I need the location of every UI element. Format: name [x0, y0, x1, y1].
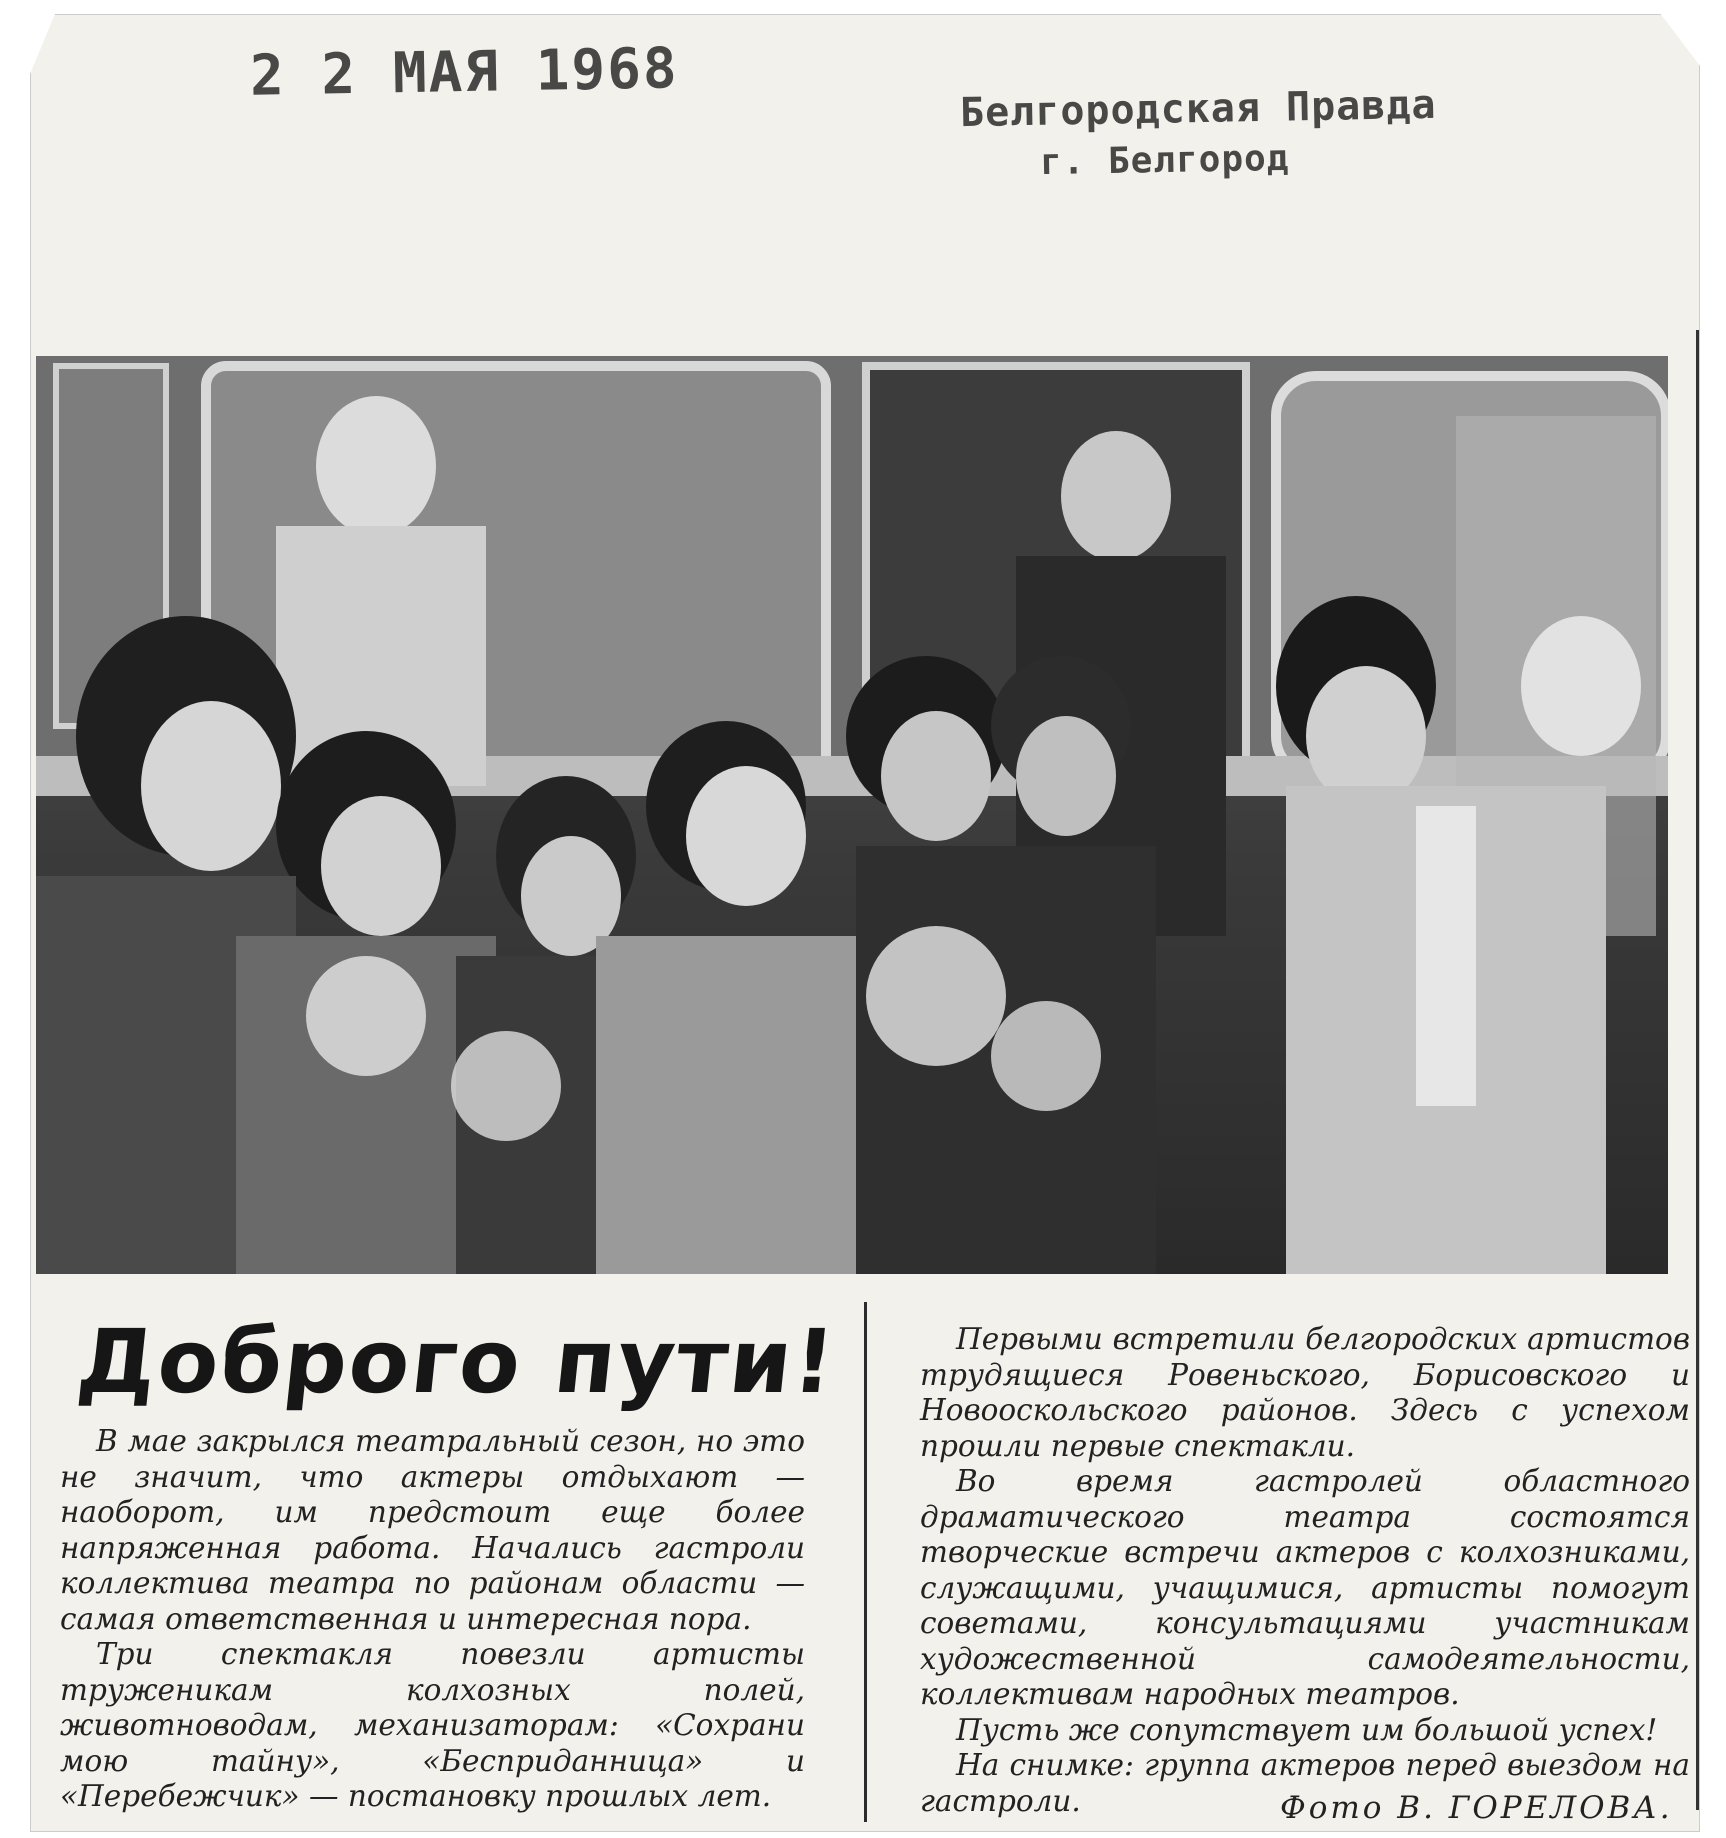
paragraph: На снимке: группа актеров перед выездом на гастроли.: [920, 1748, 1690, 1818]
paragraph: Три спектакля повезли артисты труженикам колхозных полей, животноводам, механизаторам: «Сохрани мою тайну», «Бесприданница» и «Перебежчик» — постановку прошлых лет.: [60, 1637, 805, 1813]
column-divider: [864, 1302, 867, 1822]
date-stamp: 2 2 МАЯ 1968: [249, 36, 680, 109]
article-photo: [36, 356, 1668, 1274]
paragraph: Пусть же сопутствует им большой успех!: [956, 1712, 1658, 1747]
paragraph: Во время гастролей областного драматического театра состоятся творческие встречи актеров с колхозниками, служащими, учащимися, артисты помогут советами, консультациями участникам художественной самодеятельности, коллективам народных театров.: [920, 1464, 1690, 1711]
city-stamp: г. Белгород: [1039, 137, 1290, 184]
article-column-left: [60, 1424, 805, 1815]
clipping-right-edge: [1696, 330, 1699, 1810]
photo-credit: Фото В. ГОРЕЛОВА.: [1280, 1790, 1673, 1826]
paragraph: В мае закрылся театральный сезон, но это не значит, что актеры отдыхают — наоборот, им предстоит еще более напряженная работа. Начались гастроли коллектива театра по районам области — самая ответственная и интересная пора.: [60, 1424, 805, 1636]
newspaper-stamp: Белгородская Правда: [959, 81, 1437, 137]
photo-illustration: [36, 356, 1668, 1274]
article-column-right: [920, 1322, 1690, 1819]
article-headline: Доброго пути!: [72, 1310, 842, 1413]
paragraph: Первыми встретили белгородских артистов трудящиеся Ровеньского, Борисовского и Новооскольского районов. Здесь с успехом прошли первые спектакли.: [920, 1322, 1690, 1463]
